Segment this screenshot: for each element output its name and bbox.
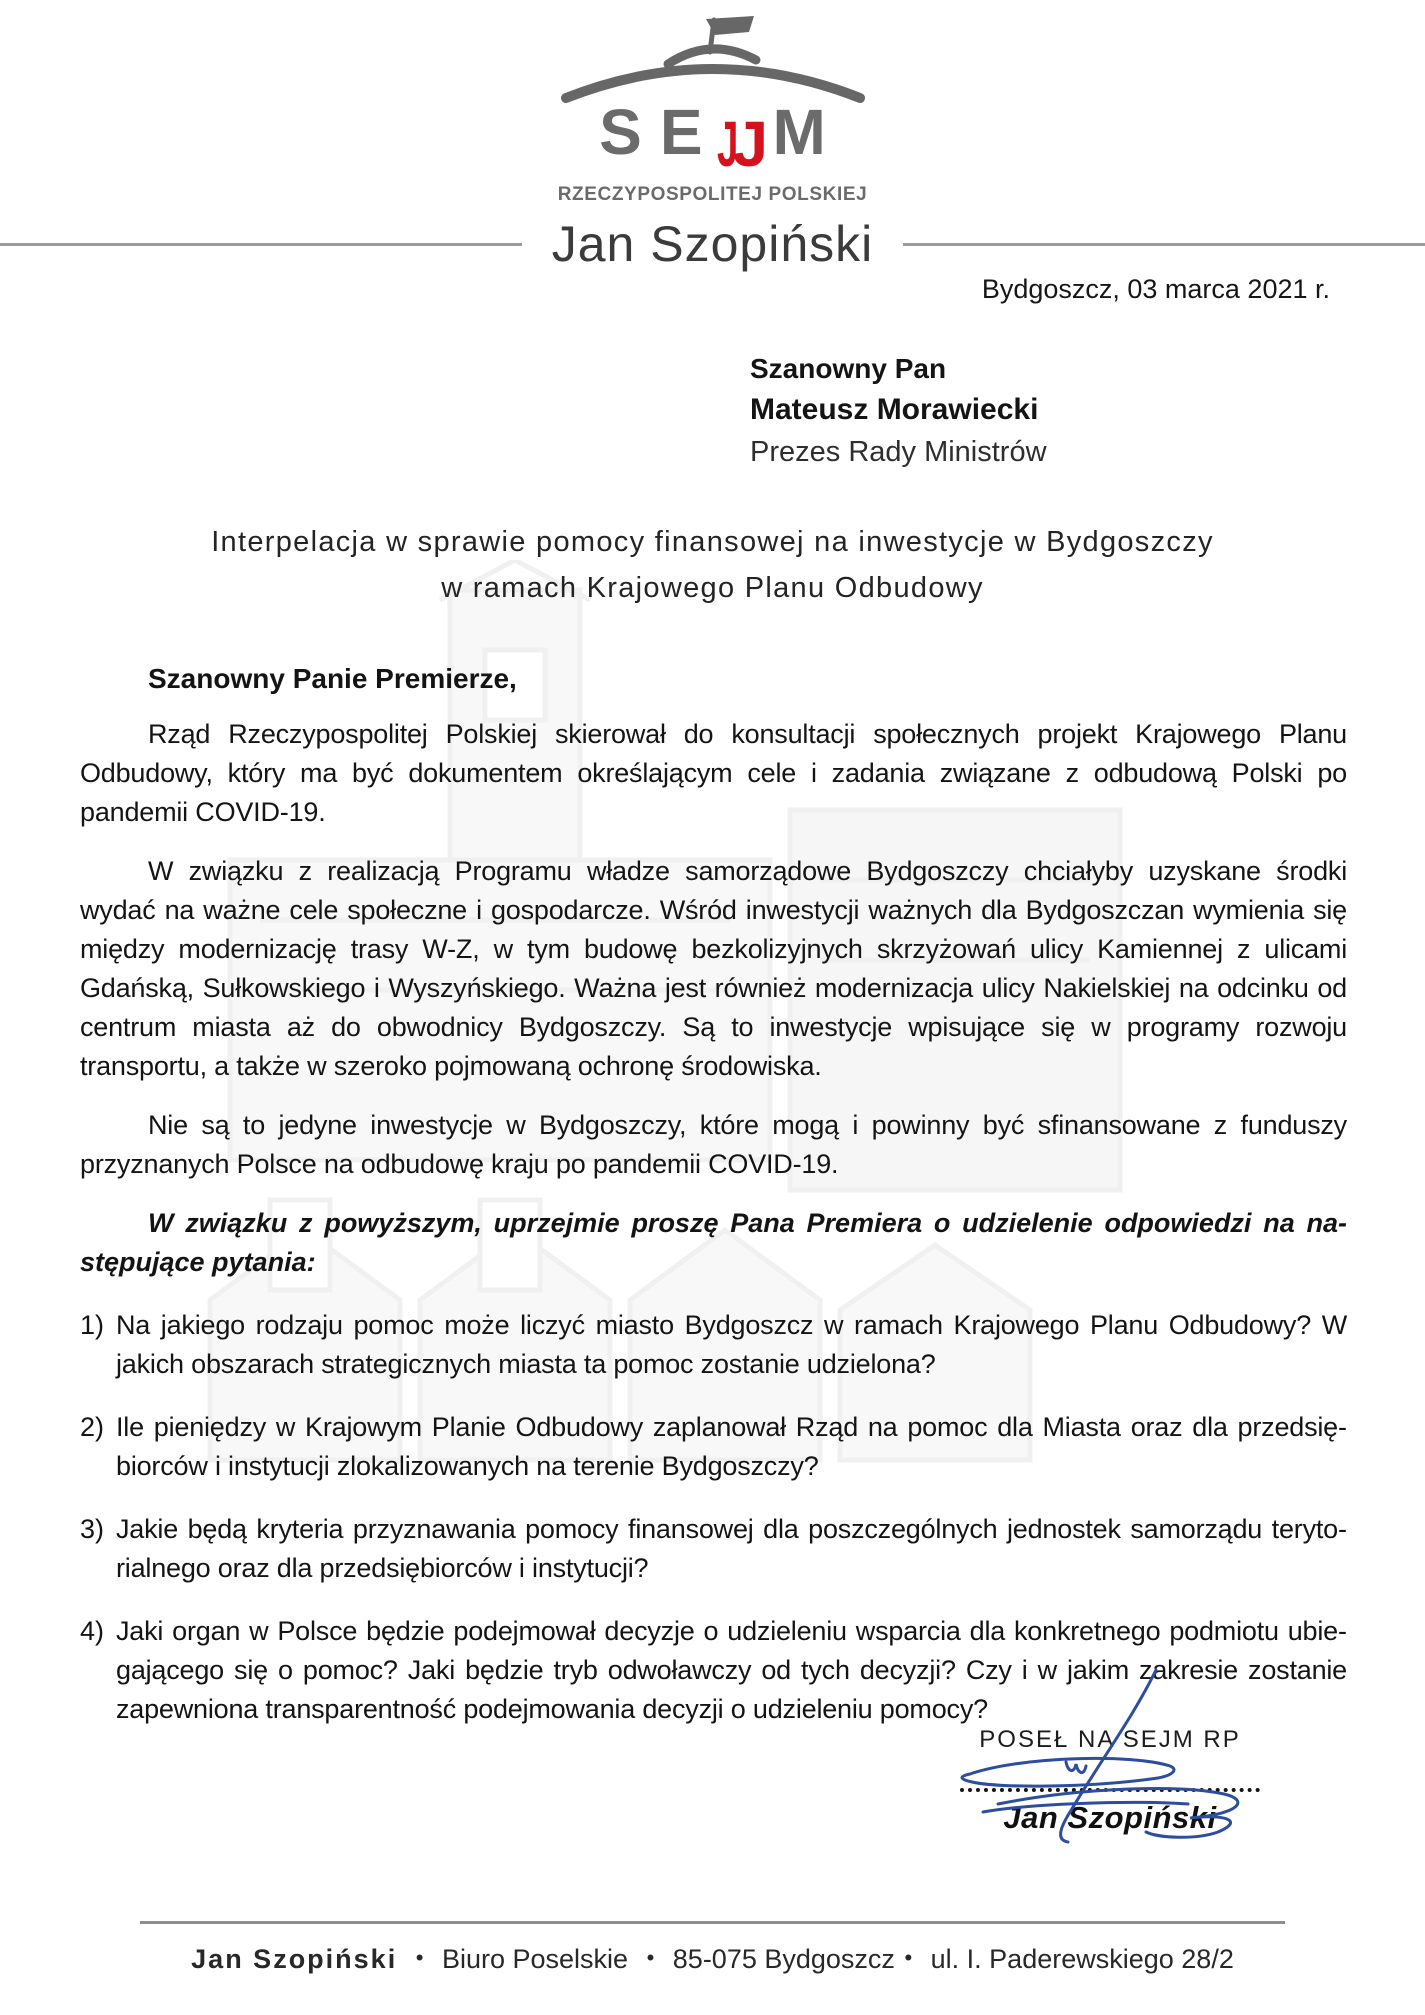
letterhead-rule-left	[0, 243, 522, 246]
question-text: Ile pieniędzy w Krajowym Planie Odbudowy zaplanował Rząd na pomoc dla Miasta oraz dla przedsiębiorców i instytucji zlokalizowanych na terenie Bydgoszczy?	[116, 1412, 1347, 1481]
footer-bullet-icon: •	[646, 1945, 655, 1970]
question-item-2	[80, 1408, 1347, 1486]
question-text: Jakie będą kryteria przyznawania pomocy finansowej dla poszczególnych jednostek samorządu terytorialnego oraz dla przedsiębiorców i instytucji?	[116, 1514, 1347, 1583]
question-item-3	[80, 1510, 1347, 1588]
letterhead-name-row	[0, 216, 1425, 272]
footer-office: Biuro Poselskie	[441, 1944, 629, 1974]
logo-letter-j-solid: J	[732, 108, 769, 180]
letterhead-rule-right	[903, 243, 1425, 246]
subject-line-2: w ramach Krajowego Planu Odbudowy	[441, 572, 984, 604]
footer-city: 85-075 Bydgoszcz	[672, 1944, 895, 1974]
recipient-name: Mateusz Morawiecki	[750, 393, 1039, 426]
footer-address: ul. I. Paderewskiego 28/2	[930, 1944, 1234, 1974]
question-item-4	[80, 1612, 1347, 1729]
signature-role: POSEŁ NA SEJM RP	[979, 1726, 1241, 1753]
question-number: 4)	[80, 1616, 105, 1646]
footer-rule	[140, 1921, 1285, 1924]
logo-letter-s: S	[599, 96, 642, 168]
signature-name: Jan Szopiński	[1003, 1800, 1217, 1835]
logo-letter-e: E	[659, 96, 703, 168]
footer-contact-line	[0, 1944, 1425, 1975]
question-number: 2)	[80, 1412, 105, 1442]
subject-line-1: Interpelacja w sprawie pomocy finansowej na inwestycje w Bydgoszczy	[211, 526, 1214, 558]
sejm-dome-icon	[558, 12, 868, 104]
greeting: Szanowny Panie Premierze,	[148, 663, 517, 694]
recipient-block	[750, 349, 1425, 473]
question-item-1	[80, 1306, 1347, 1384]
logo-subtitle: RZECZYPOSPOLITEJ POLSKIEJ	[557, 184, 868, 205]
request-paragraph: W związku z powyższym, uprzejmie proszę Pana Premiera o udzielenie odpowiedzi na następujące pytania:	[80, 1208, 1347, 1277]
subject-title	[0, 519, 1425, 611]
paragraph-1: Rząd Rzeczypospolitej Polskiej skierował do konsultacji społecznych projekt Krajowego Planu Odbudowy, który ma być dokumentem określającym cele i zadania związane z odbudową Polski po pandemii COVID-19.	[80, 719, 1347, 827]
paragraph-3: Nie są to jedyne inwestycje w Bydgoszczy, które mogą i powinny być sfinansowane z funduszy przyznanych Polsce na odbudowę kraju po pandemii COVID-19.	[80, 1110, 1347, 1179]
deputy-name: Jan Szopiński	[551, 216, 874, 272]
question-text: Na jakiego rodzaju pomoc może liczyć miasto Bydgoszcz w ramach Krajowego Planu Odbudowy? W jakich obszarach strategicznych miasta ta pomoc zostanie udzielona?	[116, 1310, 1347, 1379]
logo-letter-j-thin: J	[716, 108, 738, 180]
paragraph-2: W związku z realizacją Programu władze samorządowe Bydgoszczy chciałyby uzyskane środki wydać na ważne cele społeczne i gospodarcze. Wśród inwestycji ważnych dla Bydgoszczan wymienia się między modernizację trasy W-Z, w tym budowę bezkolizyjnych skrzyżowań ulicy Kamiennej z ulicami Gdańską, Sułkowskiego i Wyszyńskiego. Ważna jest również modernizacja ulicy Nakielskiej na odcinku od centrum miasta aż do obwodnicy Bydgoszczy. Są to inwestycje wpisujące się w programy rozwoju transportu, a także w szeroko pojmowaną ochronę środowiska.	[80, 856, 1347, 1081]
sejm-wordmark	[0, 96, 1425, 180]
footer-name: Jan Szopiński	[191, 1944, 398, 1974]
sejm-logo	[0, 0, 1425, 206]
date-line: Bydgoszcz, 03 marca 2021 r.	[981, 274, 1330, 304]
question-number: 1)	[80, 1310, 105, 1340]
footer-bullet-icon: •	[415, 1945, 424, 1970]
footer-bullet-icon: •	[904, 1945, 913, 1970]
recipient-salutation: Szanowny Pan	[750, 353, 947, 384]
signature-block	[948, 1726, 1272, 1836]
question-number: 3)	[80, 1514, 105, 1544]
question-text: Jaki organ w Polsce będzie podejmował decyzje o udzieleniu wsparcia dla konkretnego podmiotu ubiegającego się o pomoc? Jaki będzie tryb odwoławczy od tych decyzji? Czy i w jakim zakresie zostanie zapewniona transparentność podejmowania decyzji o udzieleniu pomocy?	[116, 1616, 1347, 1724]
signature-dotted-line	[960, 1788, 1260, 1792]
logo-letter-m: M	[772, 96, 826, 168]
footer	[0, 1921, 1425, 1975]
recipient-title: Prezes Rady Ministrów	[750, 436, 1047, 468]
logo-double-j	[716, 100, 769, 180]
